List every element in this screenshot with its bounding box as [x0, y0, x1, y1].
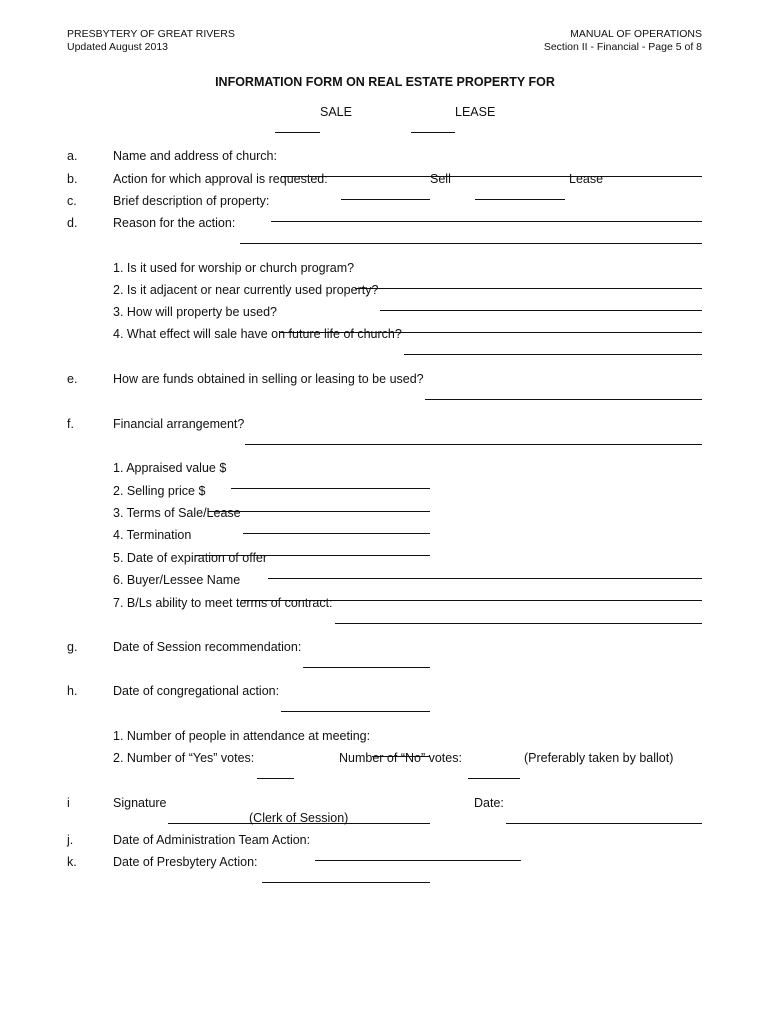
f-sub-1-label: 1. Appraised value $ — [113, 461, 227, 475]
property-description-field[interactable] — [271, 207, 702, 222]
item-e-letter: e. — [67, 372, 78, 386]
sale-label: SALE — [320, 105, 352, 119]
no-votes-field[interactable] — [468, 764, 520, 779]
item-d-label: Reason for the action: — [113, 216, 236, 230]
f-sub-4-label: 4. Termination — [113, 528, 192, 542]
reason-field[interactable] — [240, 229, 702, 244]
lease-checkbox-line[interactable] — [411, 118, 455, 133]
item-h-letter: h. — [67, 684, 78, 698]
item-g-label: Date of Session recommendation: — [113, 640, 302, 654]
item-b-letter: b. — [67, 172, 78, 186]
signature-date-field[interactable] — [506, 809, 702, 824]
d-sub-1-label: 1. Is it used for worship or church program? — [113, 261, 355, 275]
item-e-label: How are funds obtained in selling or leasing to be used? — [113, 372, 424, 386]
sell-label: Sell — [430, 172, 451, 186]
item-c-label: Brief description of property: — [113, 194, 270, 208]
f-sub-6-label: 6. Buyer/Lessee Name — [113, 573, 241, 587]
org-name: PRESBYTERY OF GREAT RIVERS — [67, 28, 235, 40]
funds-use-field[interactable] — [425, 385, 702, 400]
form-title: INFORMATION FORM ON REAL ESTATE PROPERTY FOR — [215, 75, 555, 89]
financial-arrangement-field[interactable] — [245, 430, 702, 445]
item-a-letter: a. — [67, 149, 78, 163]
adjacent-property-field[interactable] — [380, 296, 702, 311]
updated-date: Updated August 2013 — [67, 41, 169, 53]
session-recommendation-date-field[interactable] — [303, 653, 430, 668]
admin-team-action-date-field[interactable] — [315, 846, 521, 861]
congregational-action-date-field[interactable] — [281, 697, 430, 712]
clerk-of-session-caption: (Clerk of Session) — [249, 811, 349, 825]
yes-votes-field[interactable] — [257, 764, 294, 779]
lease-field[interactable] — [475, 185, 565, 200]
item-f-label: Financial arrangement? — [113, 417, 245, 431]
item-b-label: Action for which approval is requested: — [113, 172, 328, 186]
item-j-label: Date of Administration Team Action: — [113, 833, 311, 847]
selling-price-field[interactable] — [208, 497, 430, 512]
item-b-lease-label: Lease — [569, 172, 604, 186]
f-sub-7-label: 7. B/Ls ability to meet terms of contract: — [113, 596, 333, 610]
item-d-letter: d. — [67, 216, 78, 230]
ballot-note: (Preferably taken by ballot) — [524, 751, 674, 765]
section-info: Section II - Financial - Page 5 of 8 — [543, 41, 702, 53]
contract-ability-field[interactable] — [335, 609, 702, 624]
sell-field[interactable] — [341, 185, 430, 200]
item-k-letter: k. — [67, 855, 77, 869]
worship-use-field[interactable] — [355, 274, 702, 289]
attendance-label: 1. Number of people in attendance at meeting: — [113, 729, 371, 743]
yes-votes-label: 2. Number of “Yes” votes: — [113, 751, 255, 765]
item-c-letter: c. — [67, 194, 77, 208]
signature-label: Signature — [113, 796, 167, 810]
item-i-letter: i — [67, 796, 70, 810]
future-effect-field[interactable] — [404, 340, 702, 355]
presbytery-action-date-field[interactable] — [262, 868, 430, 883]
offer-expiration-field[interactable] — [268, 564, 702, 579]
lease-label: LEASE — [455, 105, 496, 119]
d-sub-4-label: 4. What effect will sale have on future life of church? — [113, 327, 402, 341]
item-g-letter: g. — [67, 640, 78, 654]
item-h-label: Date of congregational action: — [113, 684, 280, 698]
f-sub-2-label: 2. Selling price $ — [113, 484, 206, 498]
f-sub-3-label: 3. Terms of Sale/Lease — [113, 506, 241, 520]
terms-field[interactable] — [243, 519, 430, 534]
sale-checkbox-line[interactable] — [275, 118, 320, 133]
f-sub-5-label: 5. Date of expiration of offer — [113, 551, 268, 565]
manual-title: MANUAL OF OPERATIONS — [570, 28, 702, 40]
d-sub-3-label: 3. How will property be used? — [113, 305, 277, 319]
item-a-label: Name and address of church: — [113, 149, 277, 163]
item-k-label: Date of Presbytery Action: — [113, 855, 258, 869]
item-f-letter: f. — [67, 417, 74, 431]
d-sub-2-label: 2. Is it adjacent or near currently used property? — [113, 283, 379, 297]
date-label: Date: — [474, 796, 504, 810]
item-j-letter: j. — [67, 833, 74, 847]
appraised-value-field[interactable] — [231, 474, 430, 489]
church-name-address-field[interactable] — [281, 162, 702, 177]
no-votes-label: Number of “No” votes: — [339, 751, 462, 765]
